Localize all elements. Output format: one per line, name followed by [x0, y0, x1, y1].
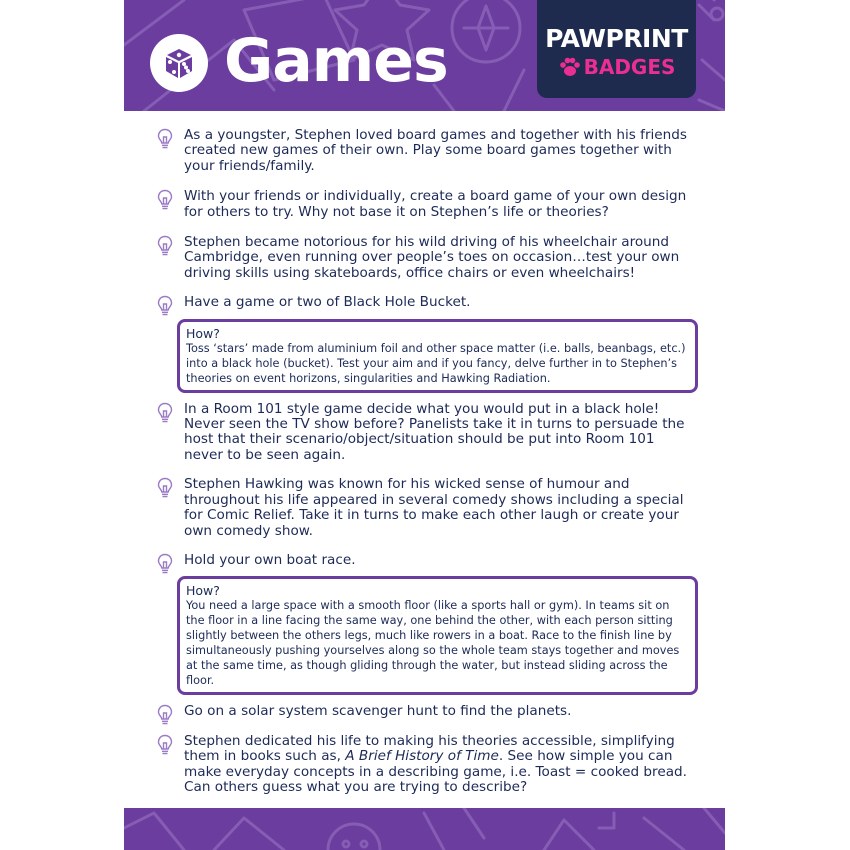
dice-icon: [149, 33, 209, 93]
footer-doodle-pattern-icon: [124, 808, 725, 850]
lightbulb-icon: [157, 553, 173, 575]
list-item: Hold your own boat race.: [156, 553, 696, 568]
list-item: Have a game or two of Black Hole Bucket.: [156, 295, 696, 310]
list-item: Stephen became notorious for his wild driving of his wheelchair around Cambridge, even running over people’s toes on occasion…test your own driving skills using skateboards, office chairs or even wheelchairs!: [156, 235, 696, 281]
list-item: Go on a solar system scavenger hunt to find the planets.: [156, 704, 696, 719]
how-label: How?: [186, 583, 220, 599]
lightbulb-icon: [157, 704, 173, 726]
lightbulb-icon: [157, 189, 173, 211]
activity-sheet: [124, 0, 725, 850]
how-label: How?: [186, 325, 220, 341]
header-banner: [124, 0, 725, 111]
lightbulb-icon: [157, 128, 173, 150]
lightbulb-icon: [157, 477, 173, 499]
pawprint-badges-logo: [537, 0, 696, 98]
brand-top-text: PAWPRINT: [545, 24, 688, 53]
how-text: Toss ‘stars’ made from aluminium foil and other space matter (i.e. balls, beanbags, etc.) into a black hole (bucket). Test your aim and if you fancy, delve further in to Stephen’s theories on event horizons, singularities and Hawking Radiation.: [186, 341, 686, 385]
footer-banner: [124, 808, 725, 850]
lightbulb-icon: [157, 235, 173, 257]
list-item: As a youngster, Stephen loved board games and together with his friends created new games of their own. Play some board games together with your friends/family.: [156, 128, 696, 174]
list-item: In a Room 101 style game decide what you would put in a black hole! Never seen the TV show before? Panelists take it in turns to persuade the host that their scenario/object/situation should be put into Room 101 never to be seen again.: [156, 402, 696, 464]
brand-bottom-text: BADGES: [583, 55, 676, 79]
lightbulb-icon: [157, 295, 173, 317]
list-item: Stephen dedicated his life to making his theories accessible, simplifying them in books such as, A Brief History of Time. See how simple you can make everyday concepts in a describing game, i.e. Toast = cooked bread. Can others guess what you are trying to describe?: [156, 734, 696, 796]
activity-list: [156, 128, 696, 795]
page-title: Games: [224, 26, 448, 96]
paw-icon: [558, 57, 582, 77]
list-item: With your friends or individually, create a board game of your own design for others to try. Why not base it on Stephen’s life or theories?: [156, 189, 696, 220]
how-box-black-hole-bucket: [177, 319, 698, 393]
how-text: You need a large space with a smooth floor (like a sports hall or gym). In teams sit on the floor in a line facing the same way, one behind the other, with each person sitting slightly between the others legs, much like rowers in a boat. Race to the finish line by simultaneously pushing yourselves along so the whole team stays together and moves at the same time, as though gliding through the water, but instead sliding across the floor.: [186, 599, 680, 688]
lightbulb-icon: [157, 734, 173, 756]
how-box-boat-race: [177, 576, 698, 695]
lightbulb-icon: [157, 402, 173, 424]
list-item: Stephen Hawking was known for his wicked sense of humour and throughout his life appeared in several comedy shows including a special for Comic Relief. Take it in turns to make each other laugh or create your own comedy show.: [156, 477, 696, 539]
book-title: A Brief History of Time: [345, 748, 499, 765]
